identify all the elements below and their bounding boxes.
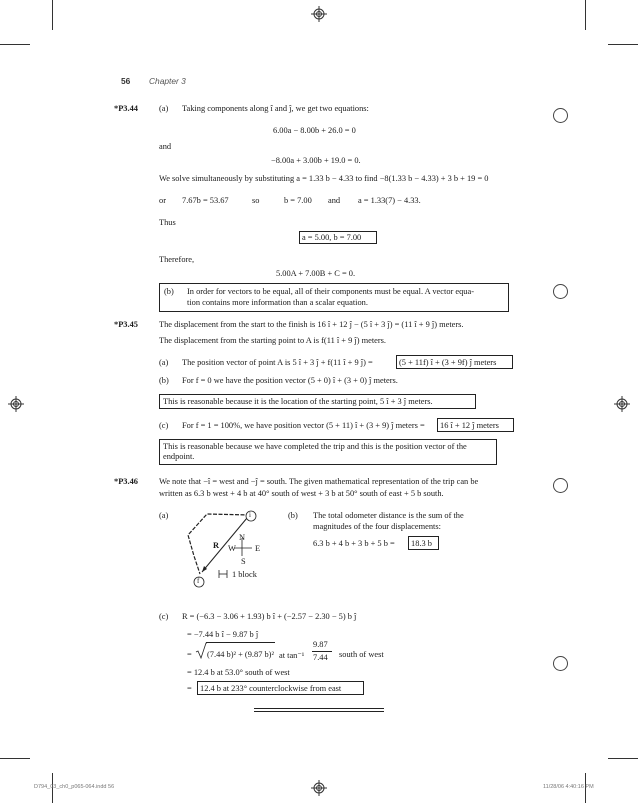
fig-label-S: S — [241, 557, 246, 566]
part-label: (b) — [159, 376, 169, 385]
text-line: The displacement from the starting point to A is f(11 î + 9 ĵ) meters. — [159, 336, 387, 345]
equation: = — [187, 684, 192, 693]
registration-target-icon — [8, 396, 24, 412]
part-label: (c) — [159, 421, 169, 430]
equation: b = 7.00 — [284, 196, 312, 205]
equation: 7.67b = 53.67 — [182, 196, 229, 205]
text-line: Thus — [159, 218, 176, 227]
text-line: We solve simultaneously by substituting a = 1.33 b − 4.33 to find −8(1.33 b − 4.33) + 3 b + 19 = 0 — [159, 174, 489, 183]
fig-label-E: E — [255, 544, 261, 553]
text-line: and — [159, 142, 172, 151]
binder-hole — [553, 478, 568, 493]
footer-file-slug: D794_03_ch0_p065-064.indd 56 — [34, 784, 115, 790]
crop-mark — [0, 44, 30, 45]
equation: −8.00a + 3.00b + 19.0 = 0. — [271, 156, 361, 165]
boxed-answer: 16 î + 12 ĵ meters — [440, 421, 499, 430]
fraction-bar — [312, 651, 332, 652]
fig-label-R: R — [213, 541, 220, 550]
binder-hole — [553, 656, 568, 671]
boxed-answer: 18.3 b — [411, 539, 432, 548]
sqrt-sign-icon — [195, 642, 207, 660]
fig-label-i: i — [249, 511, 251, 519]
equation: south of west — [339, 650, 384, 659]
part-label: (b) — [288, 511, 298, 520]
problem-label-p346: *P3.46 — [114, 477, 138, 486]
text-line: endpoint. — [163, 452, 195, 461]
equation: = — [187, 650, 192, 659]
problem-label-p344: *P3.44 — [114, 104, 138, 113]
crop-mark — [0, 758, 30, 759]
equation: = −7.44 b î − 9.87 b ĵ — [187, 630, 259, 639]
text-line: magnitudes of the four displacements: — [313, 522, 441, 531]
section-rule — [254, 708, 384, 709]
equation: 6.00a − 8.00b + 26.0 = 0 — [273, 126, 356, 135]
text-line: This is reasonable because we have completed the trip and this is the position vector of the — [163, 442, 467, 451]
section-rule — [254, 711, 384, 712]
fig-label-f: f — [197, 577, 200, 585]
fig-label-N: N — [239, 533, 246, 542]
binder-hole — [553, 284, 568, 299]
text-line: and — [328, 196, 341, 205]
problem-label-p345: *P3.45 — [114, 320, 138, 329]
registration-target-icon — [311, 780, 327, 796]
text-line: Taking components along î and ĵ, we get two equations: — [182, 104, 369, 113]
text-line: For f = 0 we have the position vector (5 + 0) î + (3 + 0) ĵ meters. — [182, 376, 398, 385]
crop-mark — [608, 758, 638, 759]
crop-mark — [52, 0, 53, 30]
boxed-answer: (5 + 11f) î + (3 + 9f) ĵ meters — [399, 358, 497, 367]
text-line: The displacement from the start to the finish is 16 î + 12 ĵ − (5 î + 3 ĵ) = (11 î + 9 ĵ) meters. — [159, 320, 464, 329]
text-line: We note that −î = west and −ĵ = south. The given mathematical representation of the trip can be — [159, 477, 479, 486]
text-line: In order for vectors to be equal, all of their components must be equal. A vector equa- — [187, 287, 474, 296]
footer-timestamp: 11/28/06 4:40:16 PM — [543, 784, 594, 790]
equation: = 12.4 b at 53.0° south of west — [187, 668, 290, 677]
text-line: 6.3 b + 4 b + 3 b + 5 b = — [313, 539, 395, 548]
equation: at tan⁻¹ — [279, 651, 305, 660]
text-line: This is reasonable because it is the location of the starting point, 5 î + 3 ĵ meters. — [163, 397, 433, 406]
equation: a = 1.33(7) − 4.33. — [358, 196, 421, 205]
part-label: (a) — [159, 358, 169, 367]
part-label: (b) — [164, 287, 174, 296]
start-marker — [246, 511, 256, 521]
fraction-denominator: 7.44 — [313, 653, 328, 662]
boxed-answer: 12.4 b at 233° counterclockwise from east — [200, 684, 342, 693]
boxed-answer: a = 5.00, b = 7.00 — [302, 233, 362, 242]
text-line: written as 6.3 b west + 4 b at 40° south of west + 3 b at 50° south of east + 5 b south. — [159, 489, 444, 498]
fraction-numerator: 9.87 — [313, 640, 328, 649]
sqrt-overline — [206, 642, 275, 643]
equation: 5.00A + 7.00B + C = 0. — [276, 269, 356, 278]
text-line: The position vector of point A is 5 î + 3 ĵ + f(11 î + 9 ĵ) = — [182, 358, 373, 367]
part-label: (c) — [159, 612, 169, 621]
registration-target-icon — [311, 6, 327, 22]
fig-scale-label: 1 block — [232, 570, 257, 579]
text-line: or — [159, 196, 166, 205]
text-line: so — [252, 196, 260, 205]
crop-mark — [608, 44, 638, 45]
equation: (7.44 b)² + (9.87 b)² — [207, 650, 274, 659]
binder-hole — [553, 108, 568, 123]
text-line: The total odometer distance is the sum of the — [313, 511, 464, 520]
equation: R = (−6.3 − 3.06 + 1.93) b î + (−2.57 − 2.30 − 5) b ĵ — [182, 612, 357, 621]
text-line: Therefore, — [159, 255, 195, 264]
crop-mark — [585, 0, 586, 30]
page-number: 56 — [121, 76, 131, 86]
text-line: tion contains more information than a scalar equation. — [187, 298, 368, 307]
text-line: For f = 1 = 100%, we have position vector (5 + 11) î + (3 + 9) ĵ meters = — [182, 421, 425, 430]
registration-target-icon — [614, 396, 630, 412]
fig-label-W: W — [228, 544, 236, 553]
part-label: (a) — [159, 511, 169, 520]
chapter-title: Chapter 3 — [149, 76, 186, 86]
part-label: (a) — [159, 104, 169, 113]
